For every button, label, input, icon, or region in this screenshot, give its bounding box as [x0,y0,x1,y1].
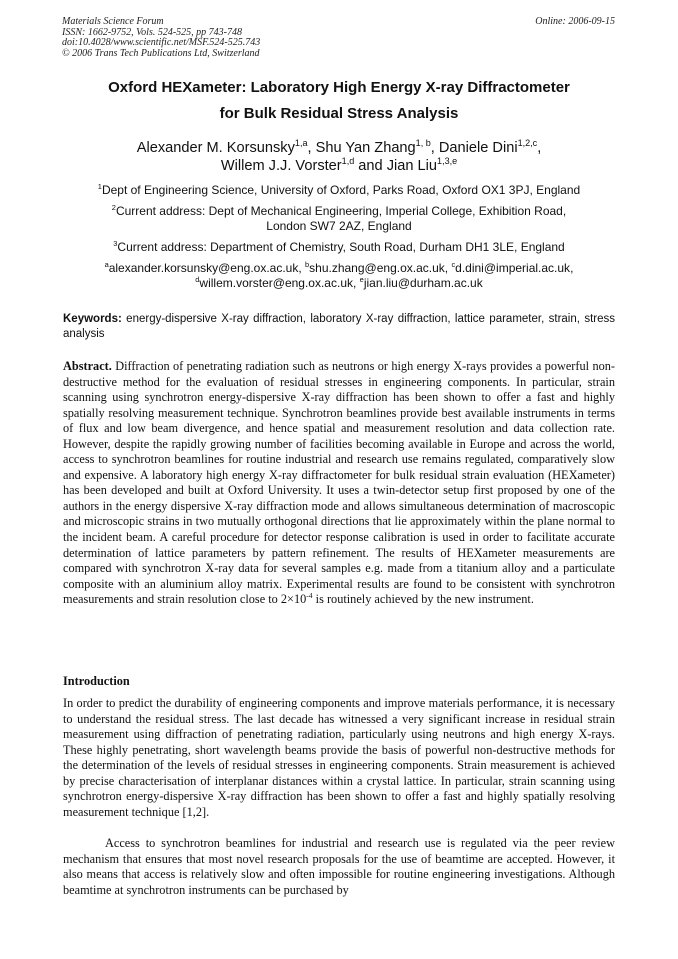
paper-title-line-1: Oxford HEXameter: Laboratory High Energy X-ray Diffractometer [108,79,570,96]
email-address: willem.vorster@eng.ox.ac.uk [199,276,353,290]
author-affiliation-sup: 1,3,e [437,156,458,167]
author-affiliation-sup: 1,2,c [517,138,538,149]
journal-doi: doi:10.4028/www.scientific.net/MSF.524-525.743 [62,37,261,49]
author-name: Shu Yan Zhang [315,140,416,156]
affiliation-text: London SW7 2AZ, England [266,219,412,233]
abstract-text: Diffraction of penetrating radiation such as neutrons or high energy X-rays provides a powerful non-destructive method for the evaluation of residual stresses in engineering components. In particular, strain scanning using synchrotron energy-dispersive X-ray diffraction has been shown to offer a fast and highly spatially resolving measurement technique. Synchrotron beamlines provide best available instruments in terms of flux and low beam divergence, and hence spatial and measurement resolution and data collection rate. However, despite the rapidly growing number of facilities becoming available in Europe and across the world, access to synchrotron beamlines for routine industrial and research use remains regulated, comparatively slow and expensive. A laboratory high energy X-ray diffractometer for bulk residual strain evaluation (HEXameter) has been developed and built at Oxford University. It uses a twin-detector setup first proposed by one of the authors in the energy dispersive X-ray diffraction mode and allows simultaneous determination of macroscopic and microscopic strains in two mutually orthogonal directions that lie approximately within the plane normal to the incident beam. A careful procedure for detector response calibration is used in order to facilitate accurate determination of lattice parameters by pattern refinement. The results of HEXameter measurements are compared with synchrotron X-ray data for several samples e.g. made from a titanium alloy and a particulate composite with an aluminium alloy matrix. Experimental results are found to be consistent with synchrotron measurements and strain resolution close to 2×10 [63,359,615,607]
author-separator: , [430,140,439,156]
author-affiliation-sup: 1,a [294,138,308,149]
email-sup: e [359,275,364,284]
introduction-paragraph-1: In order to predict the durability of engineering components and improve materials performance, it is necessary to understand the residual stress. The last decade has witnessed a very significant increase in residual strain measurement using diffraction of penetrating radiation, particularly using neutrons and high energy X-rays. These highly penetrating, short wavelength beams provide the basis of powerful non-destructive methods for the determination of the levels of residual stresses in engineering components. Strain measurement is achieved by precise characterisation of interplanar distances within a crystal lattice. In particular, strain scanning using synchrotron energy-dispersive X-ray diffraction has been shown to offer a fast and highly spatially resolving measurement technique [1,2]. [63,696,615,819]
affiliation-text: Current address: Department of Chemistry, South Road, Durham DH1 3LE, England [117,240,565,254]
email-separator: , [444,261,452,275]
email-address: alexander.korsunsky@eng.ox.ac.uk [108,261,299,275]
abstract-tail: is routinely achieved by the new instrument. [312,592,534,607]
affiliation-text: Dept of Engineering Science, University of Oxford, Parks Road, Oxford OX1 3PJ, England [101,183,581,197]
online-date: Online: 2006-09-15 [535,16,615,27]
abstract-exponent: -4 [306,591,313,601]
email-sup: a [104,260,109,269]
journal-header [62,17,260,59]
email-sup: d [195,275,200,284]
affiliation-number: 3 [113,239,118,248]
abstract-label: Abstract. [63,359,112,373]
email-address: d.dini@imperial.ac.uk [455,261,571,275]
keywords-text: energy-dispersive X-ray diffraction, laboratory X-ray diffraction, lattice parameter, strain, stress analysis [63,313,615,340]
affiliation-1 [40,183,638,198]
email-sup: b [305,260,310,269]
email-separator: , [570,261,574,275]
journal-issn: ISSN: 1662-9752, Vols. 524-525, pp 743-748 [62,26,242,38]
email-address: jian.liu@durham.ac.uk [363,276,483,290]
abstract [63,359,615,608]
author-name: Willem J.J. Vorster [220,158,342,174]
author-name: Daniele Dini [438,140,518,156]
author-name: Jian Liu [386,158,438,174]
affiliation-text: Current address: Dept of Mechanical Engineering, Imperial College, Exhibition Road, [115,204,567,218]
keywords-label: Keywords: [63,313,122,325]
email-address: shu.zhang@eng.ox.ac.uk [309,261,445,275]
paper-title-line-2: for Bulk Residual Stress Analysis [219,105,459,122]
author-list [40,139,638,175]
introduction-paragraph-2: Access to synchrotron beamlines for industrial and research use is regulated via the peer review mechanism that ensures that most novel research proposals for the use of beamtime are accepted. However, it also means that access is relatively slow and often impossible for routine engineering investigations. Although beamtime at synchrotron instruments can be purchased by [63,836,615,897]
email-separator: , [298,261,306,275]
journal-name: Materials Science Forum [62,16,164,27]
author-name: Alexander M. Korsunsky [136,140,295,156]
author-affiliation-sup: 1,d [341,156,355,167]
author-separator: and [354,158,387,174]
email-separator: , [353,276,360,290]
affiliation-2 [40,204,638,234]
journal-copyright: © 2006 Trans Tech Publications Ltd, Switzerland [62,47,260,59]
author-separator: , [307,140,316,156]
section-heading-introduction: Introduction [63,674,130,688]
author-emails [40,261,638,291]
affiliation-number: 2 [111,203,116,212]
affiliation-number: 1 [97,182,102,191]
email-sup: c [451,260,456,269]
author-affiliation-sup: 1, b [415,138,431,149]
keywords [63,312,615,341]
author-separator: , [537,140,542,156]
affiliation-3 [40,240,638,255]
